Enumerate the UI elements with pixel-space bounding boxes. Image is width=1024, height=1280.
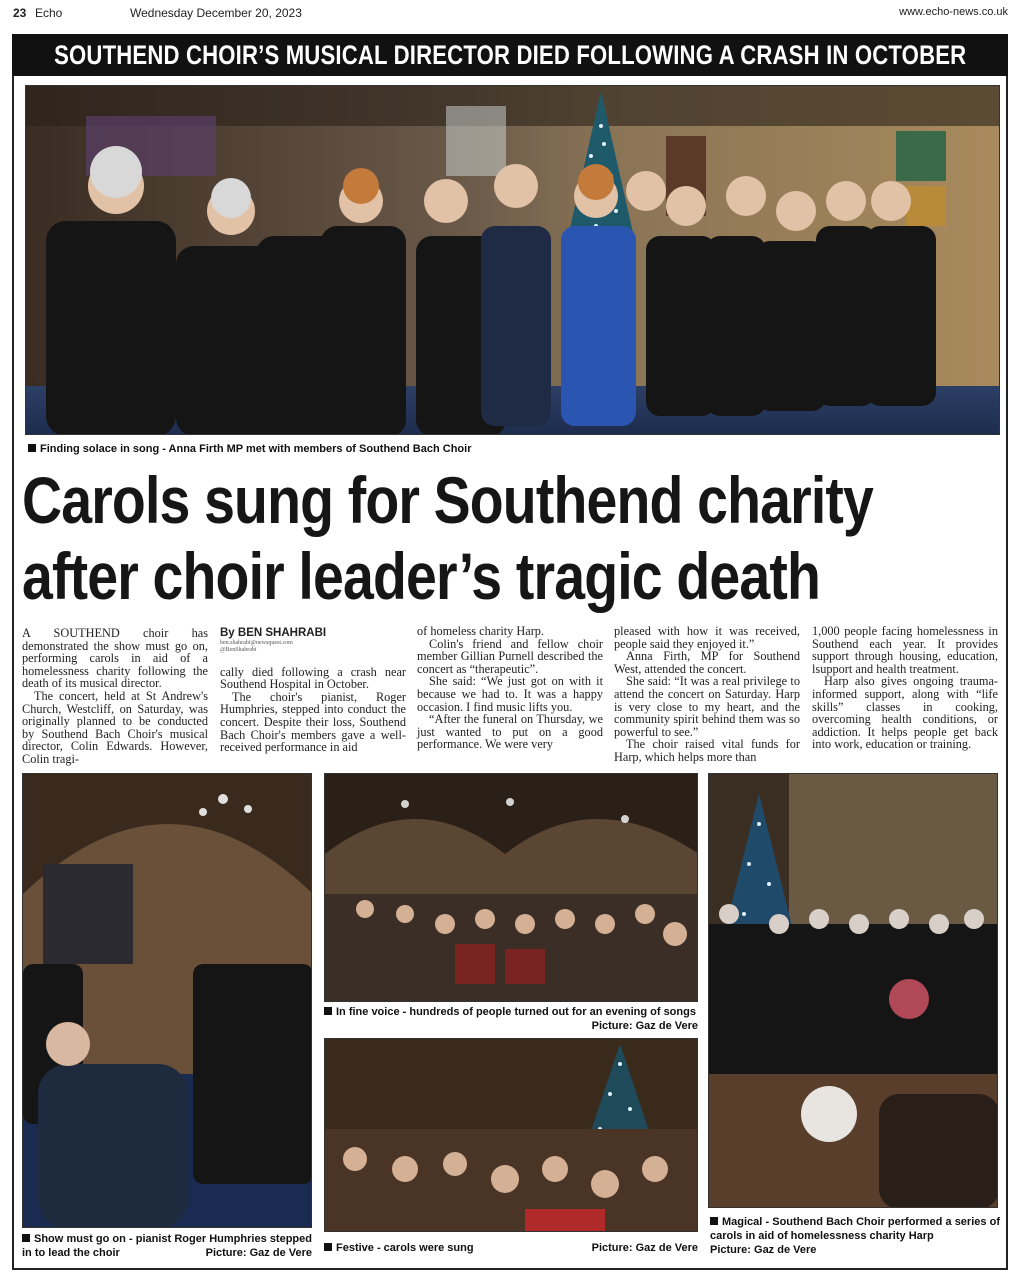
photo-pianist-caption	[22, 1232, 312, 1260]
caption-bullet-icon	[22, 1234, 30, 1242]
paragraph: pleased with how it was received, people said they enjoyed it.”	[614, 624, 800, 651]
audience-illustration	[325, 774, 698, 1002]
caption-bullet-icon	[710, 1217, 718, 1225]
caption-bullet-icon	[324, 1007, 332, 1015]
paragraph: The concert, held at St Andrew's Church, Westcliff, on Saturday, was originally planned to be conducted by Southend Bach Choir's musical director, Colin Edwards. However, Colin tragi-	[22, 688, 208, 766]
photo-audience	[324, 773, 698, 1002]
photo-audience-caption	[324, 1005, 698, 1033]
paragraph: Harp also gives ongoing trauma-informed support, along with “life skills” classes in cooking, overcoming health conditions, or addiction. It helps people get back into work, education or training.	[812, 674, 998, 752]
byline-handle[interactable]: @BenShahrabi	[220, 646, 257, 653]
caption-text: Magical - Southend Bach Choir performed a series of carols in aid of homelessness charity Harp	[710, 1216, 1000, 1242]
choir-photo-illustration	[26, 86, 1000, 435]
photo-festive	[324, 1038, 698, 1232]
article-column-3	[417, 625, 603, 751]
caption-bullet-icon	[28, 444, 36, 452]
caption-text: Festive - carols were sung	[336, 1242, 474, 1254]
main-photo	[25, 85, 1000, 435]
caption-text: Finding solace in song - Anna Firth MP met with members of Southend Bach Choir	[40, 443, 472, 455]
paragraph: Anna Firth, MP for Southend West, attended the concert.	[614, 649, 800, 676]
banner-text: SOUTHEND CHOIR’S MUSICAL DIRECTOR DIED FOLLOWING A CRASH IN OCTOBER	[53, 39, 967, 70]
section-banner	[12, 34, 1008, 76]
website-url[interactable]: www.echo-news.co.uk	[899, 6, 1008, 18]
paragraph: She said: “We just got on with it because we had to. It was a happy occasion. I find music lifts you.	[417, 674, 603, 714]
photo-magical-caption	[710, 1215, 1000, 1257]
paragraph: 1,000 people facing homelessness in Southend each year. It provides support through housing, education, lsupport and health treatment.	[812, 624, 998, 676]
paragraph: Colin's friend and fellow choir member Gillian Purnell described the concert as “therapeutic”.	[417, 636, 603, 676]
caption-text: Show must go on - pianist Roger Humphries stepped in to lead the choir	[22, 1233, 312, 1259]
photo-pianist	[22, 773, 312, 1228]
page-number: 23	[13, 6, 27, 20]
photo-festive-caption	[324, 1241, 698, 1255]
paragraph: “After the funeral on Thursday, we just wanted to put on a good performance. We were very	[417, 712, 603, 752]
photo-credit: Picture: Gaz de Vere	[205, 1247, 312, 1259]
caption-text: In fine voice - hundreds of people turned out for an evening of songs	[336, 1006, 696, 1018]
headline	[22, 462, 1012, 614]
festive-illustration	[325, 1039, 698, 1232]
paragraph: The choir's pianist, Roger Humphries, stepped into conduct the concert. Despite their loss, Southend Bach Choir's members gave a well-received performance in aid	[220, 689, 406, 755]
photo-credit: Picture: Gaz de Vere	[591, 1020, 698, 1032]
article-column-2	[220, 627, 406, 754]
article-column-1	[22, 627, 208, 766]
issue-date: Wednesday December 20, 2023	[130, 6, 302, 20]
headline-line-1: Carols sung for Southend charity	[22, 463, 874, 537]
caption-bullet-icon	[324, 1243, 332, 1251]
paragraph: of homeless charity Harp.	[417, 624, 545, 638]
paragraph: A SOUTHEND choir has demonstrated the show must go on, performing carols in aid of a homelessness charity following the death of its musical director.	[22, 626, 208, 691]
article-column-5	[812, 625, 998, 751]
byline-email[interactable]: ben.shahrabi@newsquest.com	[220, 639, 293, 646]
publication-name: Echo	[35, 6, 63, 20]
paragraph: She said: “It was a real privilege to attend the concert on Saturday. Harp is very close to my heart, and the community spirit behind them was so powerful to see.”	[614, 674, 800, 739]
paragraph: cally died following a crash near Southend Hospital in October.	[220, 664, 406, 692]
article-column-4	[614, 625, 800, 764]
paragraph: The choir raised vital funds for Harp, which helps more than	[614, 737, 800, 764]
photo-credit: Picture: Gaz de Vere	[591, 1242, 698, 1254]
main-photo-caption	[28, 442, 728, 456]
byline-author: By BEN SHAHRABI	[220, 627, 327, 639]
photo-magical	[708, 773, 998, 1208]
photo-credit: Picture: Gaz de Vere	[710, 1244, 817, 1256]
church-interior-illustration	[23, 774, 312, 1228]
choir-performance-illustration	[709, 774, 998, 1208]
headline-line-2: after choir leader’s tragic death	[22, 539, 821, 613]
